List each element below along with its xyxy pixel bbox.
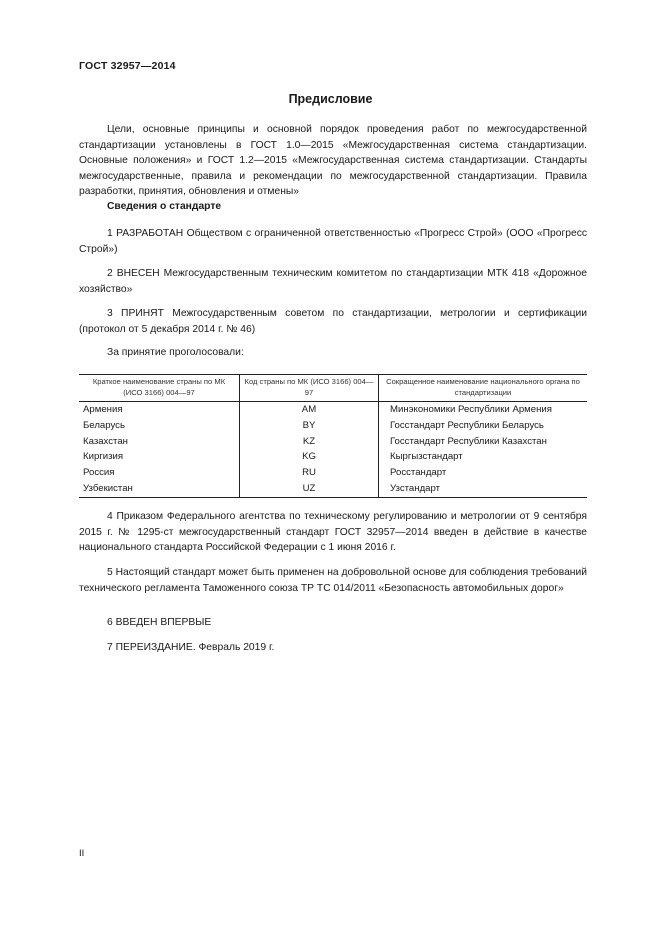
cell-body: Росстандарт: [379, 465, 588, 481]
item-2: 2 ВНЕСЕН Межгосударственным техническим комитетом по стандартизации МТК 418 «Дорожное хозяйство»: [79, 268, 587, 295]
cell-body: Госстандарт Республики Казахстан: [379, 434, 588, 450]
table-row: [79, 481, 587, 497]
item-5: 5 Настоящий стандарт может быть применен на добровольной основе для соблюдения требований технического регламента Таможенного союза ТР ТС 014/2011 «Безопасность автомобильных дорог»: [79, 567, 587, 594]
cell-country: Узбекистан: [79, 481, 240, 497]
cell-body: Узстандарт: [379, 481, 588, 497]
page-title: Предисловие: [288, 92, 373, 106]
voted-label: За принятие проголосовали:: [107, 347, 244, 358]
cell-code: KG: [240, 449, 379, 465]
cell-country: Киргизия: [83, 451, 124, 463]
cell-country: Казахстан: [83, 435, 128, 447]
document-id: ГОСТ 32957—2014: [79, 60, 176, 72]
cell-body: Госстандарт Республики Беларусь: [379, 418, 588, 434]
cell-body: Кыргызстандарт: [379, 449, 588, 465]
item-1: 1 РАЗРАБОТАН Обществом с ограниченной ответственностью «Прогресс Строй» (ООО «Прогресс Строй»): [79, 228, 587, 255]
header-country-name: Краткое наименование страны по МК (ИСО 3166) 004—97: [79, 375, 240, 402]
cell-country: Беларусь: [83, 419, 125, 431]
voting-table: [79, 374, 587, 498]
table-row: [79, 402, 587, 418]
cell-country: Армения: [83, 404, 123, 415]
intro-paragraph: Цели, основные принципы и основной порядок проведения работ по межгосударственной стандартизации установлены в ГОСТ 1.0—2015 «Межгосударственная система стандартизации. Основные положения» и ГОСТ 1.2—2015 «Межгосударственная система стандартизации. Стандарты межгосударственные, правила и рекомендации по межгосударственной стандартизации. Правила разработки, принятия, обновления и отмены»: [79, 124, 587, 198]
info-heading: Сведения о стандарте: [107, 201, 222, 212]
cell-country: Россия: [83, 467, 115, 479]
cell-code: AM: [240, 402, 379, 418]
item-6: 6 ВВЕДЕН ВПЕРВЫЕ: [107, 617, 212, 628]
header-standards-body: Сокращенное наименование национального органа по стандартизации: [379, 375, 588, 402]
item-7: 7 ПЕРЕИЗДАНИЕ. Февраль 2019 г.: [107, 642, 275, 653]
cell-code: KZ: [240, 434, 379, 450]
table-row: [79, 418, 587, 434]
cell-code: RU: [240, 465, 379, 481]
cell-body: Минэкономики Республики Армения: [379, 402, 588, 418]
header-country-code: Код страны по МК (ИСО 3166) 004—97: [240, 375, 379, 402]
table-header-row: [79, 375, 587, 402]
cell-code: BY: [240, 418, 379, 434]
table-row: [79, 449, 587, 465]
cell-code: UZ: [240, 481, 379, 497]
table-row: [79, 465, 587, 481]
item-4: 4 Приказом Федерального агентства по техническому регулированию и метрологии от 9 сентября 2015 г. № 1295-ст межгосударственный стандарт ГОСТ 32957—2014 введен в действие в качестве национального стандарта Российской Федерации с 1 июня 2016 г.: [79, 511, 587, 554]
table-row: [79, 434, 587, 450]
page-number: II: [79, 848, 85, 859]
item-3: 3 ПРИНЯТ Межгосударственным советом по стандартизации, метрологии и сертификации (протокол от 5 декабря 2014 г. № 46): [79, 308, 587, 335]
